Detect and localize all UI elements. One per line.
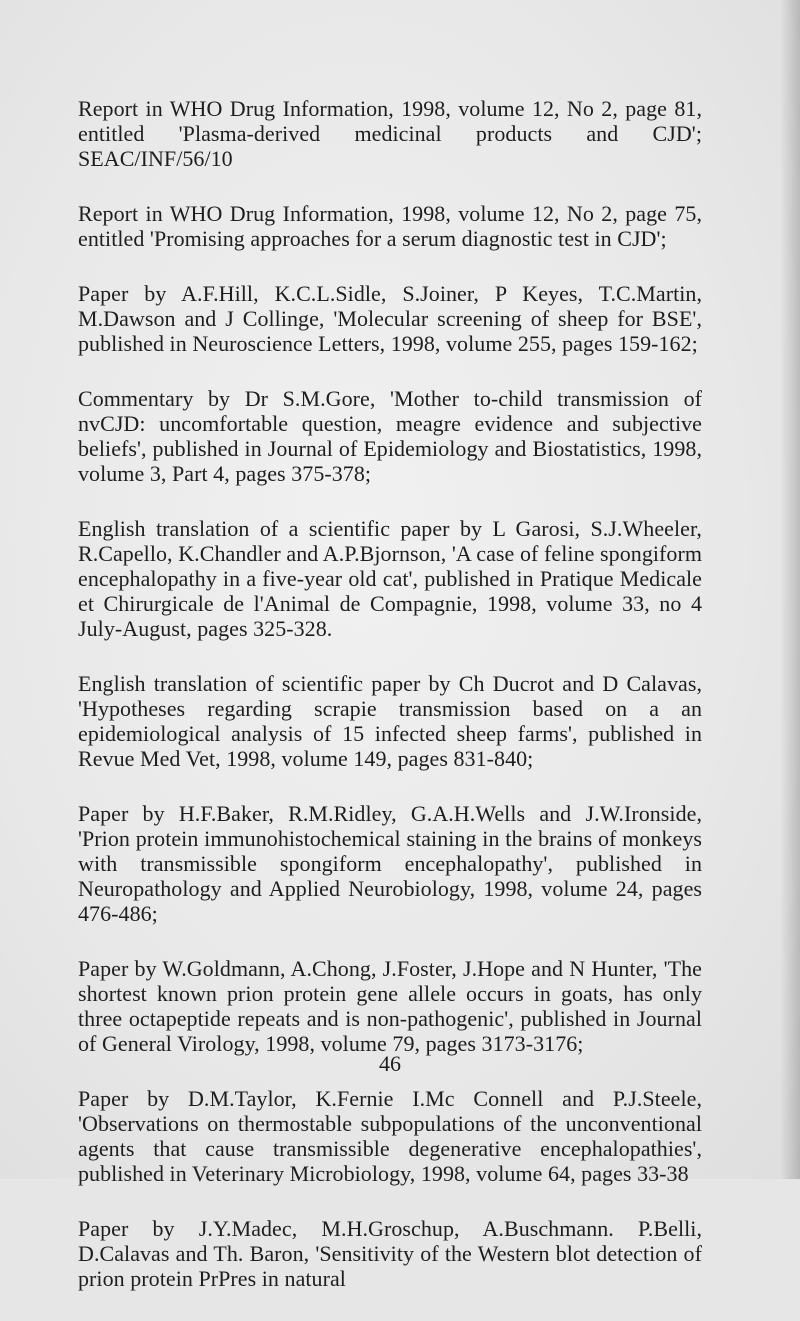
reference-entry: Report in WHO Drug Information, 1998, volume 12, No 2, page 81, entitled 'Plasma-derived medicinal products and CJD'; SEAC/INF/56/10 <box>78 96 702 171</box>
reference-entry: Commentary by Dr S.M.Gore, 'Mother to-child transmission of nvCJD: uncomfortable question, meagre evidence and subjective beliefs', published in Journal of Epidemiology and Biostatistics, 1998, volume 3, Part 4, pages 375-378; <box>78 386 702 486</box>
reference-entry: Paper by W.Goldmann, A.Chong, J.Foster, J.Hope and N Hunter, 'The shortest known prion protein gene allele occurs in goats, has only three octapeptide repeats and is non-pathogenic', published in Journal of General Virology, 1998, volume 79, pages 3173-3176; <box>78 956 702 1056</box>
reference-list <box>78 96 702 1321</box>
reference-entry: Paper by H.F.Baker, R.M.Ridley, G.A.H.Wells and J.W.Ironside, 'Prion protein immunohistochemical staining in the brains of monkeys with transmissible spongiform encephalopathy', published in Neuropathology and Applied Neurobiology, 1998, volume 24, pages 476-486; <box>78 801 702 926</box>
reference-entry: Report in WHO Drug Information, 1998, volume 12, No 2, page 75, entitled 'Promising approaches for a serum diagnostic test in CJD'; <box>78 201 702 251</box>
reference-entry: English translation of a scientific paper by L Garosi, S.J.Wheeler, R.Capello, K.Chandler and A.P.Bjornson, 'A case of feline spongiform encephalopathy in a five-year old cat', published in Pratique Medicale et Chirurgicale de l'Animal de Compagnie, 1998, volume 33, no 4 July-August, pages 325-328. <box>78 516 702 641</box>
reference-entry: Paper by J.Y.Madec, M.H.Groschup, A.Buschmann. P.Belli, D.Calavas and Th. Baron, 'Sensitivity of the Western blot detection of prion protein PrPres in natural <box>78 1216 702 1291</box>
reference-entry: Paper by A.F.Hill, K.C.L.Sidle, S.Joiner, P Keyes, T.C.Martin, M.Dawson and J Collinge, 'Molecular screening of sheep for BSE', published in Neuroscience Letters, 1998, volume 255, pages 159-162; <box>78 281 702 356</box>
page-number: 46 <box>379 1051 401 1076</box>
page-edge-shadow <box>780 0 800 1179</box>
reference-entry: English translation of scientific paper by Ch Ducrot and D Calavas, 'Hypotheses regarding scrapie transmission based on a an epidemiological analysis of 15 infected sheep farms', published in Revue Med Vet, 1998, volume 149, pages 831-840; <box>78 671 702 771</box>
reference-entry: Paper by D.M.Taylor, K.Fernie I.Mc Connell and P.J.Steele, 'Observations on thermostable subpopulations of the unconventional agents that cause transmissible degenerative encephalopathies', published in Veterinary Microbiology, 1998, volume 64, pages 33-38 <box>78 1086 702 1186</box>
